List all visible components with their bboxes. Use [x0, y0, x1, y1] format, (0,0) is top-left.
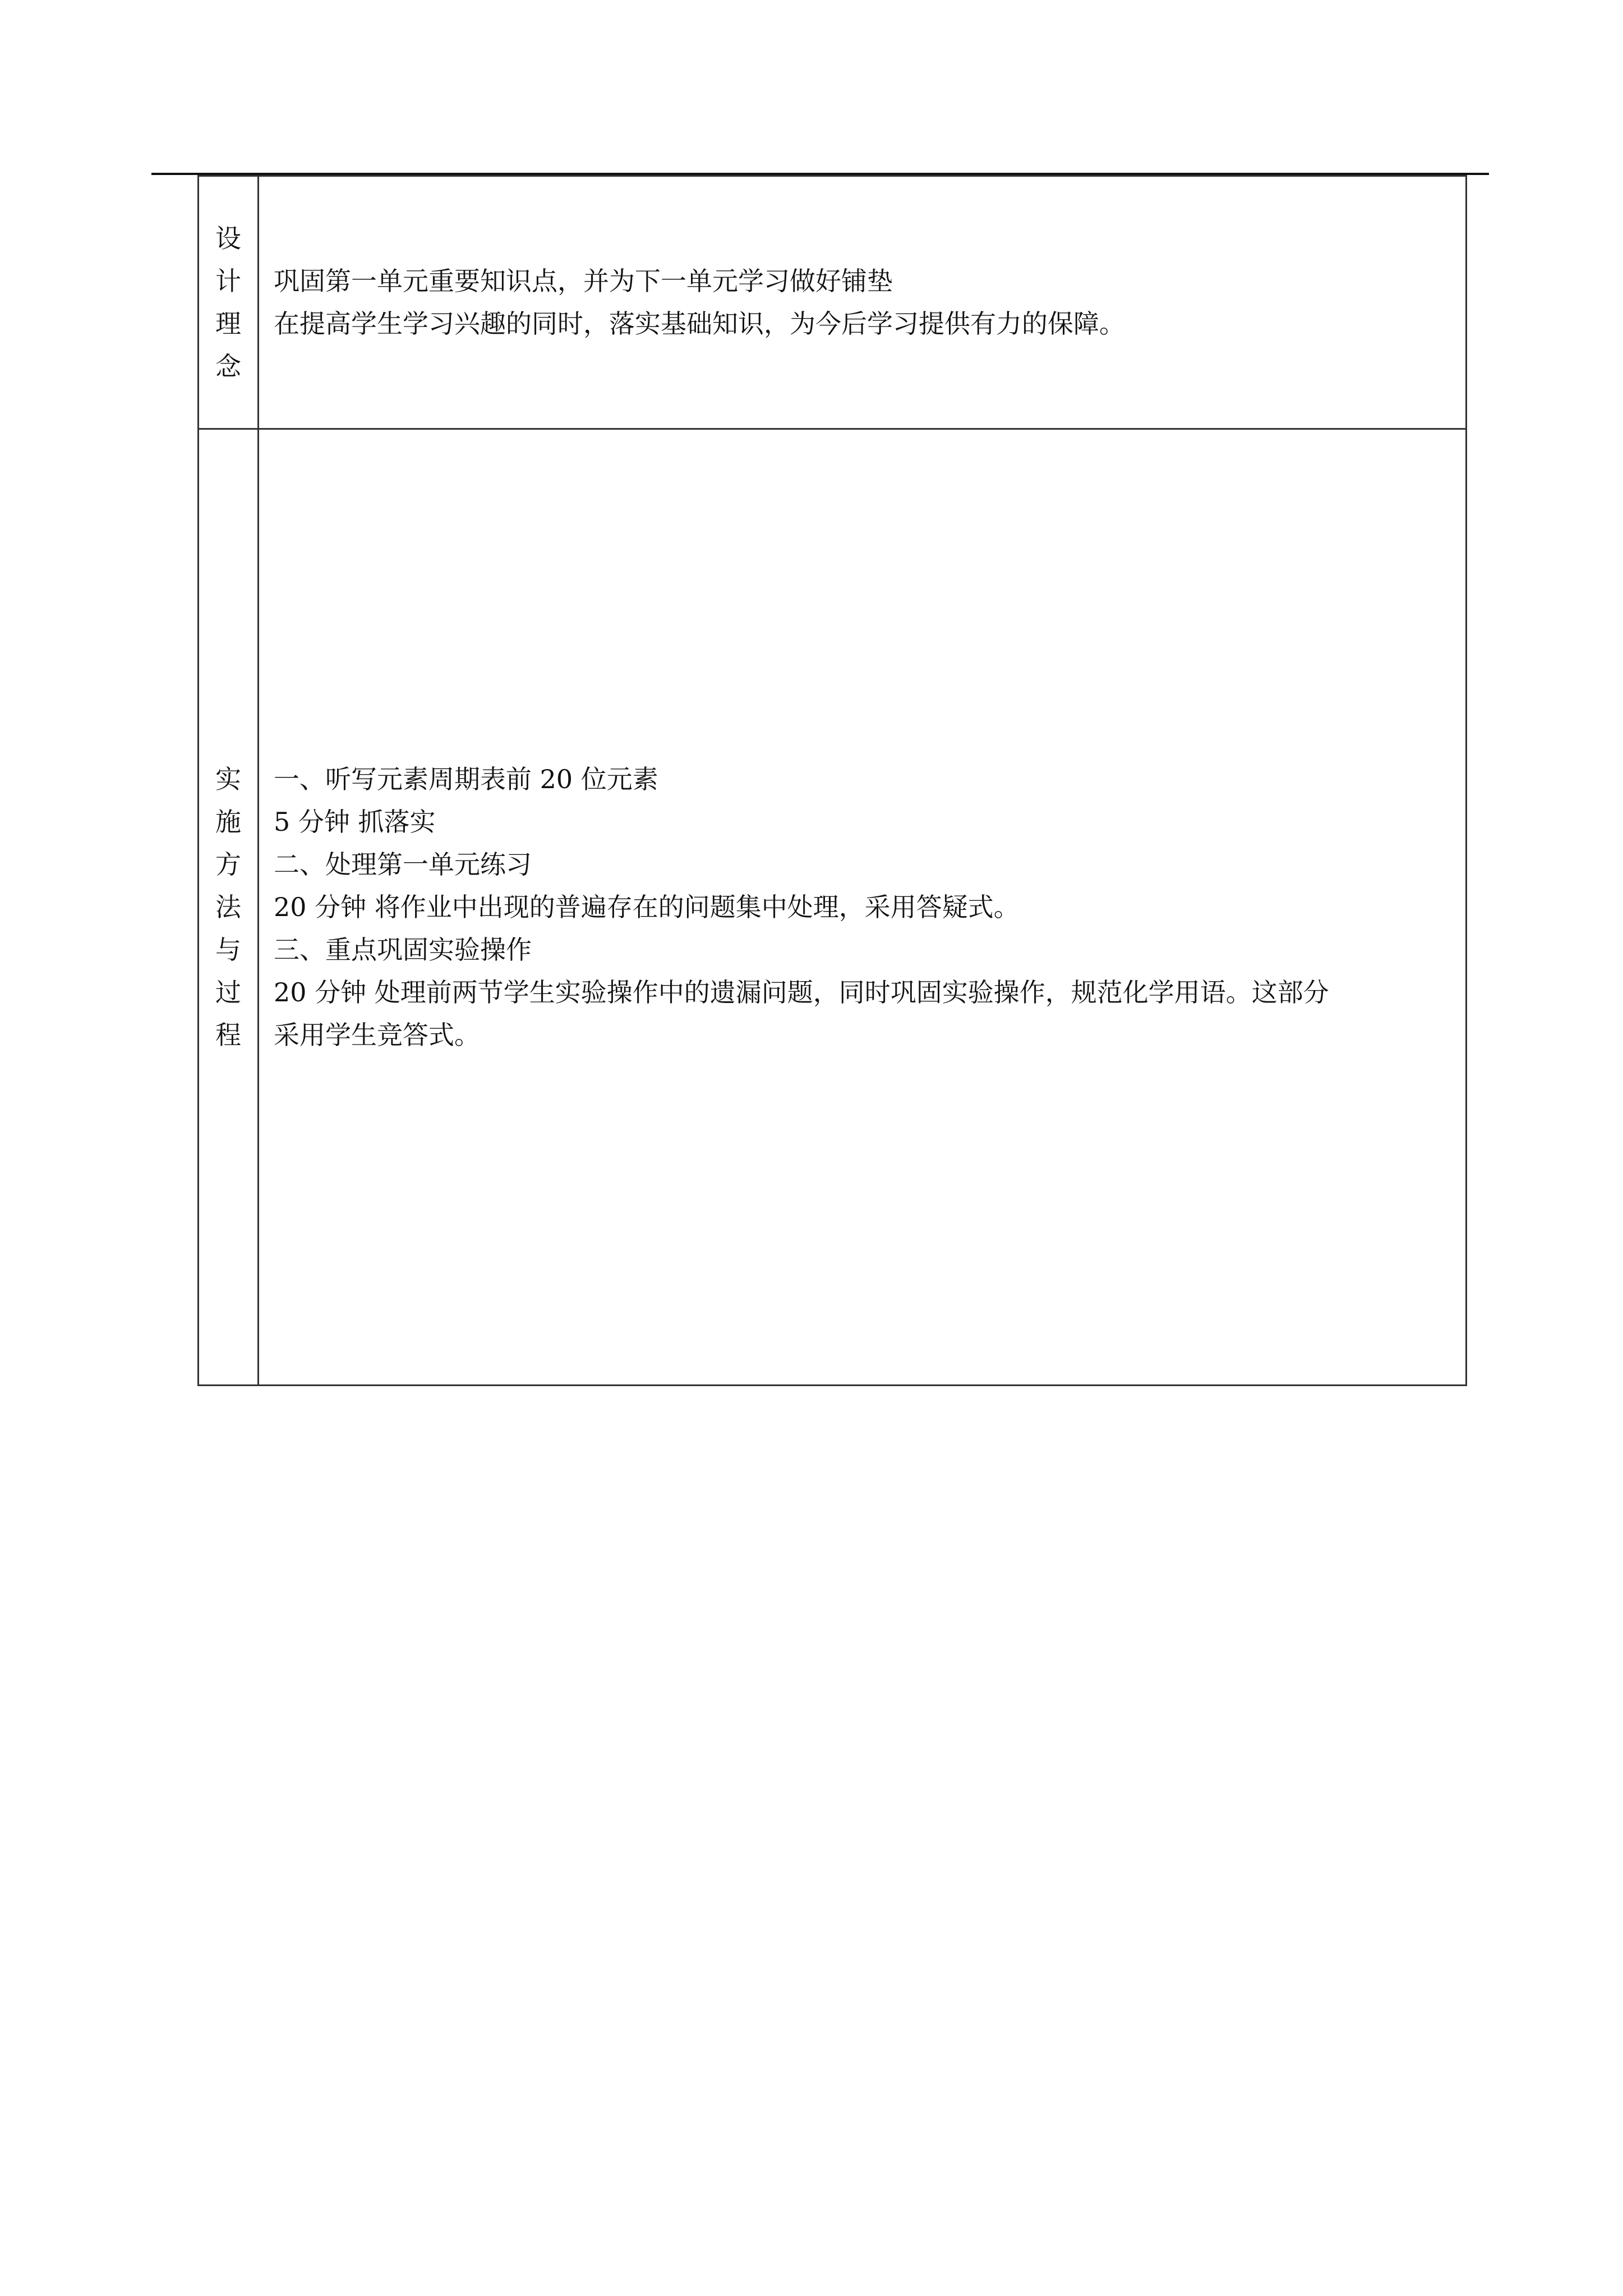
design-concept-label [199, 176, 259, 429]
implementation-content [259, 429, 1467, 1386]
label-char: 实 [215, 764, 241, 794]
content-line: 20 分钟 处理前两节学生实验操作中的遗漏问题，同时巩固实验操作，规范化学用语。这部分 [274, 977, 1329, 1007]
content-line: 二、处理第一单元练习 [274, 849, 532, 880]
content-line: 20 分钟 将作业中出现的普遍存在的问题集中处理，采用答疑式。 [274, 892, 1020, 922]
label-char: 方 [215, 849, 241, 880]
content-line: 一、听写元素周期表前 20 位元素 [274, 764, 658, 794]
label-char: 设 [215, 223, 241, 254]
content-line: 5 分钟 抓落实 [274, 807, 436, 837]
label-char: 与 [215, 935, 241, 965]
label-char: 念 [215, 351, 241, 381]
content-line: 在提高学生学习兴趣的同时，落实基础知识，为今后学习提供有力的保障。 [274, 309, 1125, 339]
implementation-label [199, 429, 259, 1386]
label-char: 过 [215, 977, 241, 1007]
design-concept-row [199, 176, 1467, 429]
label-char: 理 [215, 309, 241, 339]
design-concept-content [259, 176, 1467, 429]
label-char: 法 [215, 892, 241, 922]
label-char: 计 [215, 266, 241, 296]
label-char: 施 [215, 807, 241, 837]
implementation-row [199, 429, 1467, 1386]
content-line: 三、重点巩固实验操作 [274, 935, 532, 965]
content-line: 巩固第一单元重要知识点，并为下一单元学习做好铺垫 [274, 266, 893, 296]
content-line: 采用学生竞答式。 [274, 1020, 480, 1050]
label-char: 程 [215, 1020, 241, 1050]
lesson-plan-table [197, 175, 1467, 1386]
